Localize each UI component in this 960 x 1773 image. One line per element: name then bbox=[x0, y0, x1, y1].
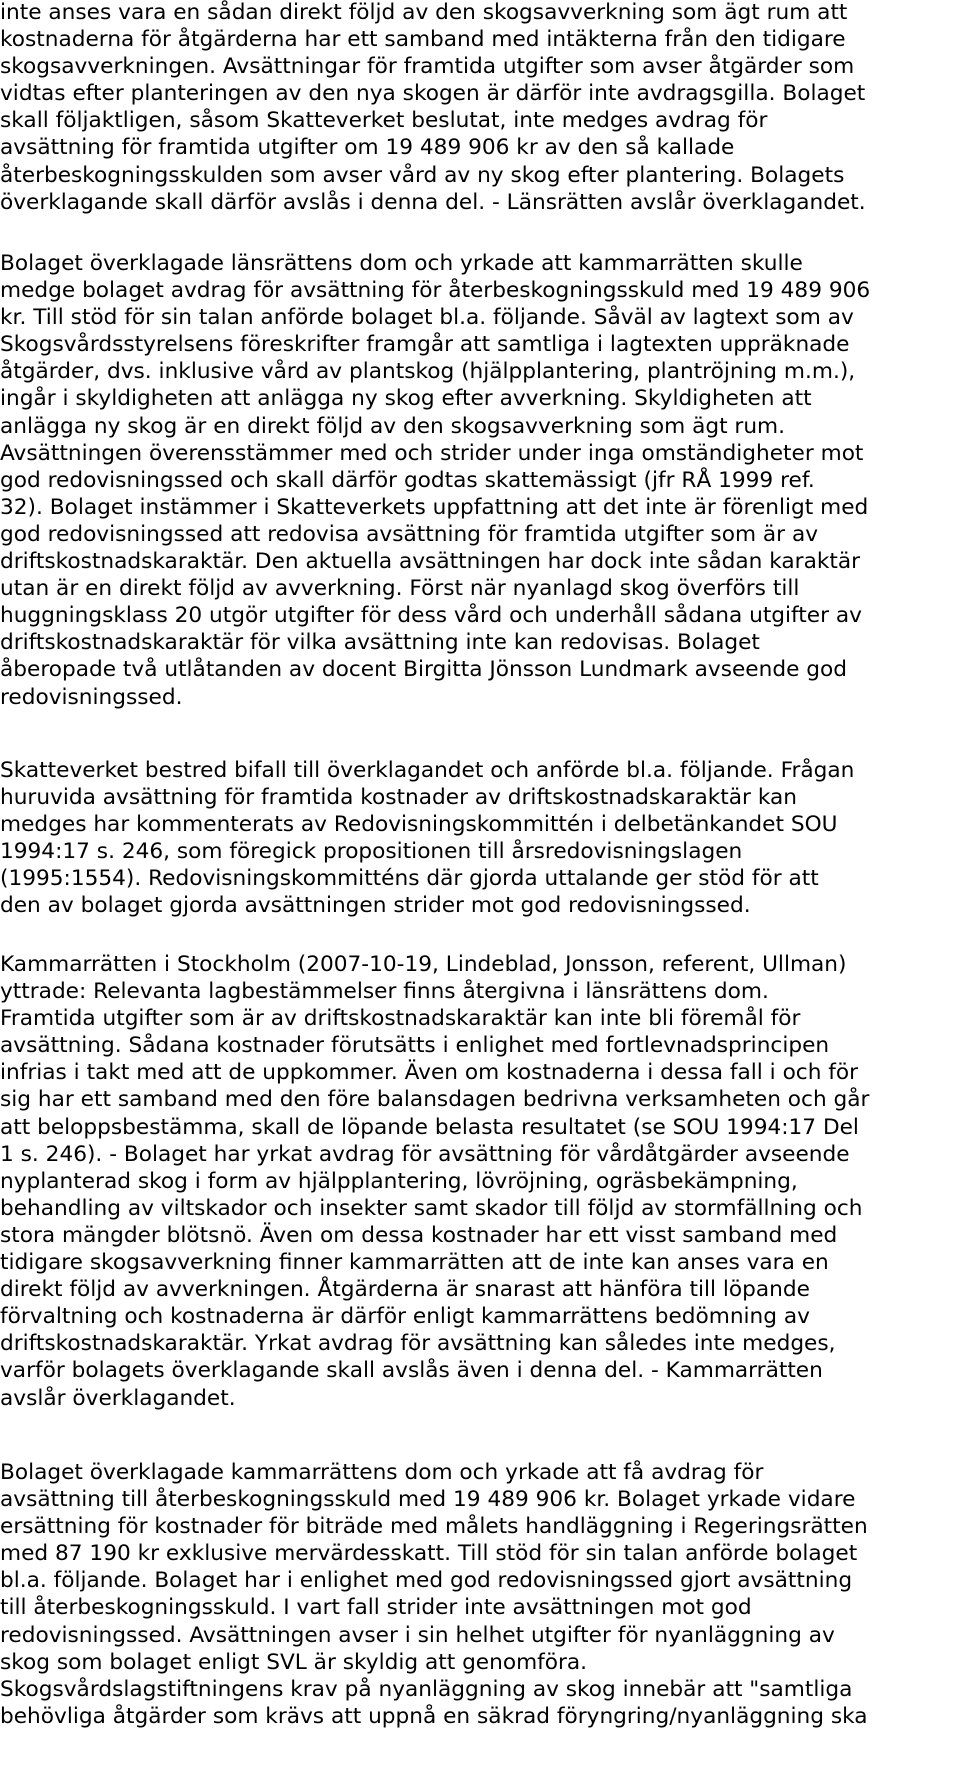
text-line: stora mängder blötsnö. Även om dessa kostnader har ett visst samband med bbox=[0, 1222, 838, 1248]
text-line: redovisningssed. Avsättningen avser i sin helhet utgifter för nyanläggning av bbox=[0, 1622, 835, 1648]
text-line: yttrade: Relevanta lagbestämmelser finns återgivna i länsrättens dom. bbox=[0, 979, 769, 1005]
text-line: nyplanterad skog i form av hjälpplantering, lövröjning, ogräsbekämpning, bbox=[0, 1168, 798, 1194]
text-line: avsättning till återbeskogningsskuld med 19 489 906 kr. Bolaget yrkade vidare bbox=[0, 1487, 856, 1513]
text-line: varför bolagets överklagande skall avslås även i denna del. - Kammarrätten bbox=[0, 1358, 823, 1384]
text-line: bl.a. följande. Bolaget har i enlighet med god redovisningssed gjort avsättning bbox=[0, 1568, 853, 1594]
text-line: med 87 190 kr exklusive mervärdesskatt. Till stöd för sin talan anförde bolaget bbox=[0, 1541, 858, 1567]
text-line: att beloppsbestämma, skall de löpande belasta resultatet (se SOU 1994:17 Del bbox=[0, 1114, 859, 1140]
text-line: till återbeskogningsskuld. I vart fall strider inte avsättningen mot god bbox=[0, 1595, 752, 1621]
text-line: anlägga ny skog är en direkt följd av den skogsavverkning som ägt rum. bbox=[0, 413, 786, 439]
text-line: medges har kommenterats av Redovisningskommittén i delbetänkandet SOU bbox=[0, 812, 838, 838]
text-line: förvaltning och kostnaderna är därför enligt kammarrättens bedömning av bbox=[0, 1304, 810, 1330]
text-line: driftskostnadskaraktär. Den aktuella avsättningen har dock inte sådan karaktär bbox=[0, 549, 861, 575]
text-line: (1995:1554). Redovisningskommitténs där gjorda uttalande ger stöd för att bbox=[0, 866, 819, 892]
text-line: god redovisningssed och skall därför godtas skattemässigt (jfr RÅ 1999 ref. bbox=[0, 467, 815, 493]
text-line: vidtas efter planteringen av den nya skogen är därför inte avdragsgilla. Bolaget bbox=[0, 81, 866, 107]
text-line: 32). Bolaget instämmer i Skatteverkets uppfattning att det inte är förenligt med bbox=[0, 494, 869, 520]
paragraph bbox=[0, 0, 960, 216]
paragraph bbox=[0, 951, 960, 1412]
text-line: direkt följd av avverkningen. Åtgärderna är snarast att hänföra till löpande bbox=[0, 1277, 810, 1303]
text-line: Skogsvårdsstyrelsens föreskrifter framgår att samtliga i lagtexten uppräknade bbox=[0, 332, 850, 358]
text-line: utan är en direkt följd av avverkning. Först när nyanlagd skog överförs till bbox=[0, 576, 800, 602]
text-line: Bolaget överklagade kammarrättens dom och yrkade att få avdrag för bbox=[0, 1460, 764, 1485]
text-line: skog som bolaget enligt SVL är skyldig att genomföra. bbox=[0, 1649, 588, 1675]
text-line: sig har ett samband med den före balansdagen bedrivna verksamheten och går bbox=[0, 1087, 870, 1113]
text-line: avsättning. Sådana kostnader förutsätts i enlighet med fortlevnadsprincipen bbox=[0, 1033, 830, 1059]
text-line: huggningsklass 20 utgör utgifter för dess vård och underhåll sådana utgifter av bbox=[0, 603, 862, 629]
text-line: den av bolaget gjorda avsättningen strider mot god redovisningssed. bbox=[0, 893, 751, 919]
text-line: överklagande skall därför avslås i denna del. - Länsrätten avslår överklagandet. bbox=[0, 189, 866, 215]
text-line: återbeskogningsskulden som avser vård av ny skog efter plantering. Bolagets bbox=[0, 162, 845, 188]
text-line: avsättning för framtida utgifter om 19 489 906 kr av den så kallade bbox=[0, 135, 735, 161]
text-line: medge bolaget avdrag för avsättning för återbeskogningsskuld med 19 489 906 bbox=[0, 278, 871, 304]
text-line: skogsavverkningen. Avsättningar för framtida utgifter som avser åtgärder som bbox=[0, 54, 855, 80]
paragraph bbox=[0, 757, 960, 920]
text-line: behövliga åtgärder som krävs att uppnå en säkrad föryngring/nyanläggning ska bbox=[0, 1703, 868, 1729]
text-line: infrias i takt med att de uppkommer. Även om kostnaderna i dessa fall i och för bbox=[0, 1060, 859, 1086]
text-line: Skatteverket bestred bifall till överklagandet och anförde bl.a. följande. Frågan bbox=[0, 758, 855, 783]
text-line: tidigare skogsavverkning finner kammarrätten att de inte kan anses vara en bbox=[0, 1250, 829, 1276]
text-line: kostnaderna för åtgärderna har ett samband med intäkterna från den tidigare bbox=[0, 27, 846, 53]
text-line: driftskostnadskaraktär för vilka avsättning inte kan redovisas. Bolaget bbox=[0, 630, 760, 656]
text-line: ingår i skyldigheten att anlägga ny skog efter avverkning. Skyldigheten att bbox=[0, 386, 812, 412]
text-line: skall följaktligen, såsom Skatteverket beslutat, inte medges avdrag för bbox=[0, 108, 768, 134]
text-line: Framtida utgifter som är av driftskostnadskaraktär kan inte bli föremål för bbox=[0, 1006, 801, 1032]
text-line: kr. Till stöd för sin talan anförde bolaget bl.a. följande. Såväl av lagtext som av bbox=[0, 305, 854, 331]
text-line: avslår överklagandet. bbox=[0, 1385, 236, 1411]
text-line: behandling av viltskador och insekter samt skador till följd av stormfällning och bbox=[0, 1195, 863, 1221]
text-line: ersättning för kostnader för biträde med målets handläggning i Regeringsrätten bbox=[0, 1514, 868, 1540]
text-line: huruvida avsättning för framtida kostnader av driftskostnadskaraktär kan bbox=[0, 785, 797, 811]
text-line: Bolaget överklagade länsrättens dom och yrkade att kammarrätten skulle bbox=[0, 251, 803, 276]
text-line: åtgärder, dvs. inklusive vård av plantskog (hjälpplantering, plantröjning m.m.), bbox=[0, 359, 856, 385]
text-line: driftskostnadskaraktär. Yrkat avdrag för avsättning kan således inte medges, bbox=[0, 1331, 836, 1357]
text-line: Kammarrätten i Stockholm (2007-10-19, Lindeblad, Jonsson, referent, Ullman) bbox=[0, 952, 847, 977]
text-line: 1994:17 s. 246, som föregick propositionen till årsredovisningslagen bbox=[0, 839, 743, 865]
text-line: Avsättningen överensstämmer med och strider under inga omständigheter mot bbox=[0, 440, 864, 466]
text-line: åberopade två utlåtanden av docent Birgitta Jönsson Lundmark avseende god bbox=[0, 657, 847, 683]
paragraph bbox=[0, 250, 960, 711]
paragraph bbox=[0, 1459, 960, 1730]
text-line: god redovisningssed att redovisa avsättning för framtida utgifter som är av bbox=[0, 521, 819, 547]
text-line: inte anses vara en sådan direkt följd av den skogsavverkning som ägt rum att bbox=[0, 0, 848, 25]
text-line: redovisningssed. bbox=[0, 684, 183, 710]
text-line: 1 s. 246). - Bolaget har yrkat avdrag för avsättning för vårdåtgärder avseende bbox=[0, 1141, 850, 1167]
text-line: Skogsvårdslagstiftningens krav på nyanläggning av skog innebär att "samtliga bbox=[0, 1676, 853, 1702]
